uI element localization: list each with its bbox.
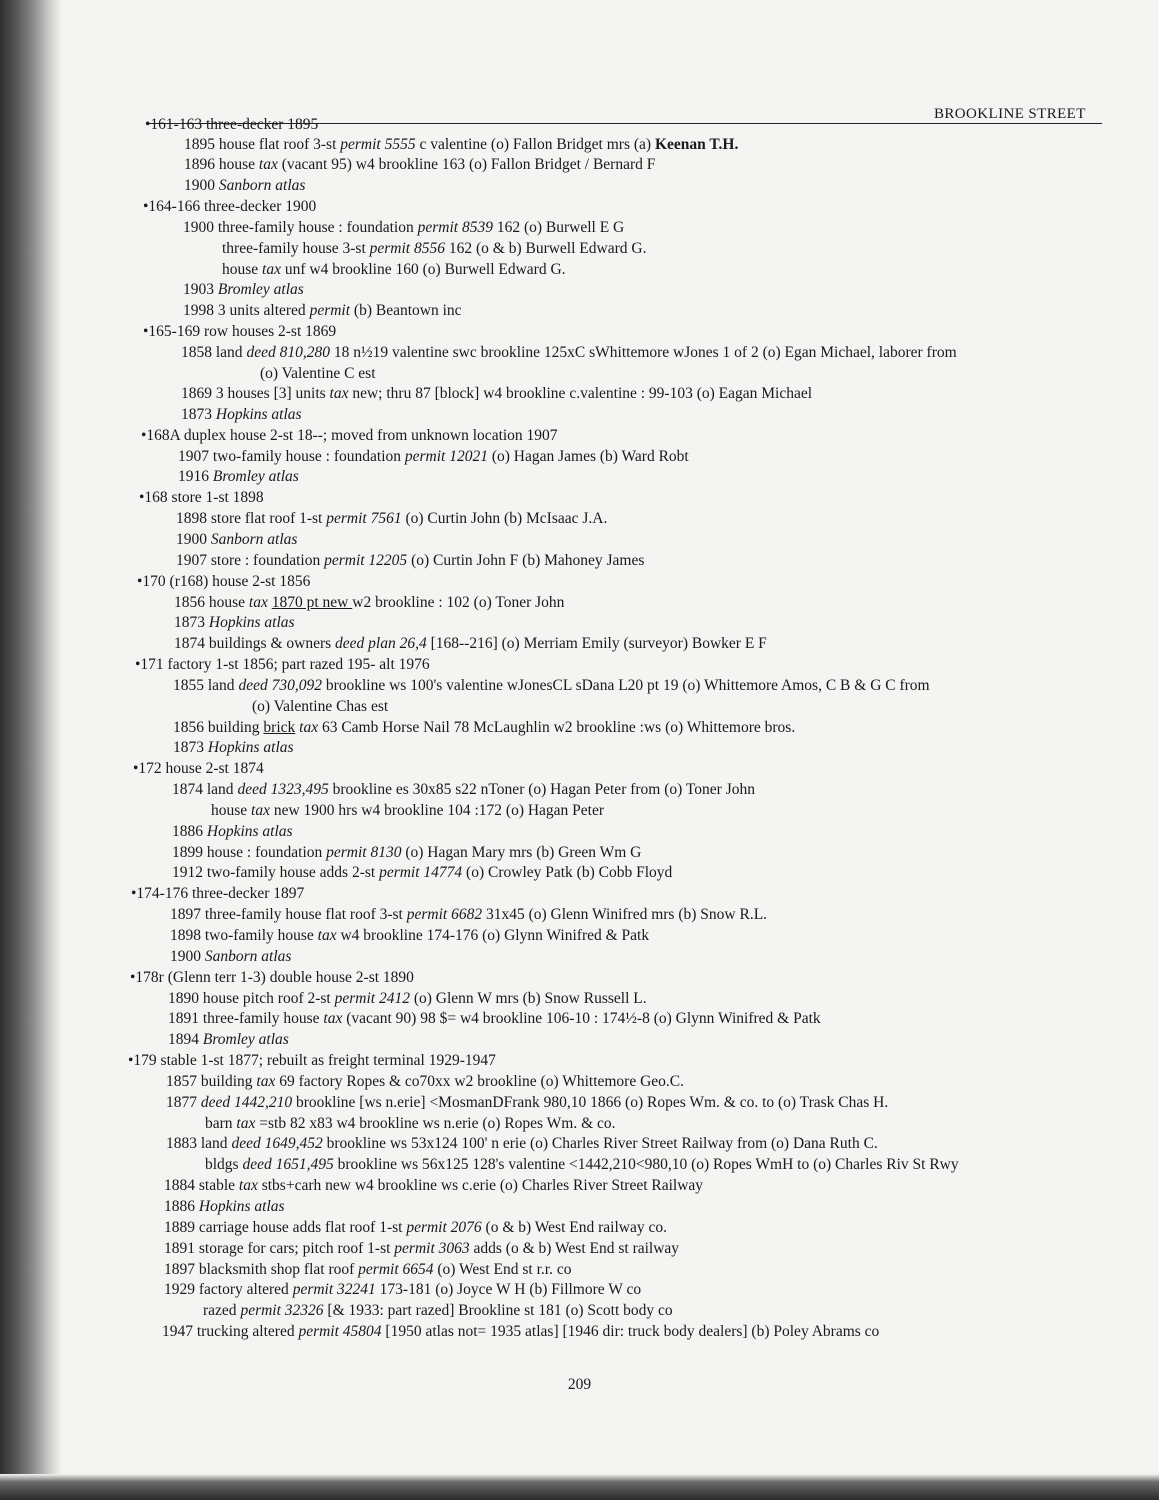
record-line xyxy=(178,468,299,486)
record-source: tax xyxy=(329,385,349,402)
record-text: stbs+carh new w4 brookline ws c.erie (o) Charles River Street Railway xyxy=(257,1177,704,1194)
record-source: Bromley atlas xyxy=(212,468,299,485)
property-heading xyxy=(135,656,430,674)
record-source: permit 12205 xyxy=(324,552,408,569)
record-text: 1855 land xyxy=(173,677,239,694)
record-source: tax xyxy=(256,1073,276,1090)
record-text: 162 (o & b) Burwell Edward G. xyxy=(444,240,647,257)
record-text: [1950 atlas not= 1935 atlas] [1946 dir: truck body dealers] (b) Poley Abrams co xyxy=(381,1323,880,1340)
record-text: •165-169 row houses 2-st 1869 xyxy=(143,323,337,340)
record-source: permit 14774 xyxy=(379,864,463,881)
record-line xyxy=(183,219,624,237)
record-line xyxy=(183,302,462,320)
record-line xyxy=(184,177,305,195)
record-text: 1916 xyxy=(178,468,213,485)
record-text: 1886 xyxy=(164,1198,199,1215)
record-line xyxy=(172,823,293,841)
record-text: 1891 three-family house xyxy=(168,1010,324,1027)
record-source: permit 8556 xyxy=(369,240,445,257)
record-text: (vacant 95) w4 brookline 163 (o) Fallon Bridget / Bernard F xyxy=(277,156,656,173)
record-source: Hopkins atlas xyxy=(198,1198,285,1215)
record-line xyxy=(205,1156,959,1174)
record-text: brick xyxy=(263,719,296,736)
record-source: Sanborn atlas xyxy=(204,948,292,965)
record-text: 1896 house xyxy=(184,156,259,173)
record-line xyxy=(166,1094,888,1112)
record-source: permit 6654 xyxy=(358,1261,434,1278)
record-text: 1929 factory altered xyxy=(164,1281,293,1298)
record-source: permit 8130 xyxy=(326,844,402,861)
record-line xyxy=(181,385,812,403)
record-line xyxy=(164,1240,679,1258)
record-text: 1947 trucking altered xyxy=(162,1323,299,1340)
record-text: 18 n½19 valentine swc brookline 125xC sWhittemore wJones 1 of 2 (o) Egan Michael, laborer from xyxy=(329,344,957,361)
record-text: 1873 xyxy=(173,739,208,756)
record-text: •171 factory 1-st 1856; part razed 195- alt 1976 xyxy=(135,656,430,673)
record-text: (o) Valentine Chas est xyxy=(252,698,389,715)
record-source: Bromley atlas xyxy=(217,281,304,298)
record-text: 1912 two-family house adds 2-st xyxy=(172,864,380,881)
record-text: 1897 three-family house flat roof 3-st xyxy=(170,906,407,923)
record-text: 173-181 (o) Joyce W H (b) Fillmore W co xyxy=(375,1281,642,1298)
record-line xyxy=(172,844,641,862)
record-source: Sanborn atlas xyxy=(210,531,298,548)
record-text: 1889 carriage house adds flat roof 1-st xyxy=(164,1219,407,1236)
record-text: •164-166 three-decker 1900 xyxy=(143,198,317,215)
record-text: 1890 house pitch roof 2-st xyxy=(168,990,335,1007)
record-text: =stb 82 x83 w4 brookline ws n.erie (o) Ropes Wm. & co. xyxy=(255,1115,616,1132)
record-text: 1907 store : foundation xyxy=(176,552,325,569)
record-text: (o) West End st r.r. co xyxy=(433,1261,572,1278)
record-source: tax xyxy=(238,1177,258,1194)
record-text: house xyxy=(222,261,263,278)
record-text: (o) Glenn W mrs (b) Snow Russell L. xyxy=(409,990,647,1007)
record-text: 1897 blacksmith shop flat roof xyxy=(164,1261,359,1278)
record-text: brookline es 30x85 s22 nToner (o) Hagan Peter from (o) Toner John xyxy=(328,781,755,798)
record-line xyxy=(162,1323,879,1341)
record-source: Hopkins atlas xyxy=(206,823,293,840)
record-line xyxy=(252,698,388,716)
property-heading xyxy=(128,1052,496,1070)
record-text: (o) Hagan Mary mrs (b) Green Wm G xyxy=(401,844,642,861)
record-text: Keenan T.H. xyxy=(654,136,739,153)
record-source: Bromley atlas xyxy=(202,1031,289,1048)
record-text: 1857 building xyxy=(166,1073,257,1090)
record-line xyxy=(176,552,644,570)
record-text: (o) Hagan James (b) Ward Robt xyxy=(487,448,689,465)
record-line xyxy=(173,739,294,757)
record-source: Hopkins atlas xyxy=(215,406,302,423)
record-source: deed 810,280 xyxy=(246,344,330,361)
record-text: bldgs xyxy=(205,1156,243,1173)
record-source: deed plan 26,4 xyxy=(335,635,427,652)
record-line xyxy=(168,1031,289,1049)
record-source: permit 5555 xyxy=(340,136,416,153)
record-text: (o) Curtin John (b) McIsaac J.A. xyxy=(401,510,608,527)
record-line xyxy=(176,531,297,549)
record-text: •178r (Glenn terr 1-3) double house 2-st 1890 xyxy=(130,969,414,986)
record-text: 1877 xyxy=(166,1094,201,1111)
record-line xyxy=(170,927,649,945)
record-source: deed 1323,495 xyxy=(237,781,329,798)
record-line xyxy=(164,1177,703,1195)
record-text: (o) Curtin John F (b) Mahoney James xyxy=(407,552,645,569)
record-text: 1898 two-family house xyxy=(170,927,318,944)
record-line xyxy=(166,1135,878,1153)
record-source: permit 32241 xyxy=(292,1281,376,1298)
record-text: (o) Crowley Patk (b) Cobb Floyd xyxy=(462,864,673,881)
record-source: tax xyxy=(262,261,281,278)
record-text: [168--216] (o) Merriam Emily (surveyor) Bowker E F xyxy=(426,635,767,652)
record-source: permit 6682 xyxy=(406,906,483,923)
record-text: 1900 xyxy=(184,177,219,194)
record-text: 1883 land xyxy=(166,1135,232,1152)
record-text: 1900 xyxy=(176,531,211,548)
record-text: 1891 storage for cars; pitch roof 1-st xyxy=(164,1240,395,1257)
record-text: 1874 buildings & owners xyxy=(174,635,336,652)
record-text: 1856 building xyxy=(173,719,264,736)
record-text: c valentine (o) Fallon Bridget mrs (a) xyxy=(415,136,655,153)
property-heading xyxy=(143,323,336,341)
record-source: tax xyxy=(299,719,319,736)
record-line xyxy=(164,1219,667,1237)
record-line xyxy=(172,781,755,799)
record-source: permit 2412 xyxy=(334,990,410,1007)
record-text: 1894 xyxy=(168,1031,203,1048)
record-text: brookline [ws n.erie] <MosmanDFrank 980,10 1866 (o) Ropes Wm. & co. to (o) Trask Chas H. xyxy=(292,1094,889,1111)
record-line xyxy=(205,1115,616,1133)
record-line xyxy=(170,948,291,966)
record-line xyxy=(211,802,604,820)
record-source: tax xyxy=(236,1115,256,1132)
record-source: deed 730,092 xyxy=(238,677,322,694)
record-line xyxy=(183,281,304,299)
record-text: 1884 stable xyxy=(164,1177,239,1194)
record-source: Sanborn atlas xyxy=(218,177,306,194)
record-text: •179 stable 1-st 1877; rebuilt as freight terminal 1929-1947 xyxy=(128,1052,496,1069)
record-source: permit 2076 xyxy=(406,1219,482,1236)
record-text: 1998 3 units altered xyxy=(183,302,310,319)
record-line xyxy=(164,1261,571,1279)
record-text: 1895 house flat roof 3-st xyxy=(184,136,341,153)
record-line xyxy=(168,1010,821,1028)
record-line xyxy=(222,261,566,279)
record-line xyxy=(173,719,795,737)
record-text: house xyxy=(211,802,252,819)
record-text: brookline ws 100's valentine wJonesCL sDana L20 pt 19 (o) Whittemore Amos, C B & G C from xyxy=(321,677,930,694)
record-line xyxy=(178,448,689,466)
record-text: 1899 house : foundation xyxy=(172,844,327,861)
record-line xyxy=(184,156,655,174)
record-source: deed 1651,495 xyxy=(242,1156,334,1173)
record-text: 1873 xyxy=(181,406,216,423)
record-line xyxy=(172,864,672,882)
property-heading xyxy=(137,573,310,591)
record-text: •161-163 three-decker 1895 xyxy=(145,116,319,133)
property-heading xyxy=(145,116,318,134)
record-line xyxy=(184,136,738,154)
record-line xyxy=(173,677,930,695)
record-source: tax xyxy=(248,594,268,611)
record-text: •170 (r168) house 2-st 1856 xyxy=(137,573,311,590)
record-text: 1858 land xyxy=(181,344,247,361)
record-text: 162 (o) Burwell E G xyxy=(492,219,625,236)
record-source: tax xyxy=(251,802,270,819)
record-text: 1907 two-family house : foundation xyxy=(178,448,405,465)
record-source: deed 1649,452 xyxy=(231,1135,323,1152)
record-text: adds (o & b) West End st railway xyxy=(469,1240,680,1257)
record-source: permit 7561 xyxy=(326,510,402,527)
property-heading xyxy=(130,969,414,987)
record-text: •172 house 2-st 1874 xyxy=(133,760,264,777)
record-text: barn xyxy=(205,1115,237,1132)
record-source: permit 45804 xyxy=(298,1323,382,1340)
record-source: permit 32326 xyxy=(240,1302,324,1319)
property-heading xyxy=(139,489,264,507)
property-heading xyxy=(143,198,316,216)
record-text: 69 factory Ropes & co70xx w2 brookline (o) Whittemore Geo.C. xyxy=(275,1073,685,1090)
record-source: Hopkins atlas xyxy=(207,739,294,756)
property-heading xyxy=(131,885,304,903)
record-text: new; thru 87 [block] w4 brookline c.valentine : 99-103 (o) Eagan Michael xyxy=(348,385,813,402)
record-line xyxy=(170,906,767,924)
record-source: permit 12021 xyxy=(404,448,488,465)
running-head: BROOKLINE STREET xyxy=(934,106,1086,122)
record-line xyxy=(168,990,647,1008)
record-text: •168A duplex house 2-st 18--; moved from unknown location 1907 xyxy=(141,427,558,444)
record-text: 1873 xyxy=(174,614,209,631)
property-heading xyxy=(141,427,558,445)
record-text: 1886 xyxy=(172,823,207,840)
record-text: (vacant 90) 98 $= w4 brookline 106-10 : 174½-8 (o) Glynn Winifred & Patk xyxy=(342,1010,821,1027)
record-line xyxy=(260,365,376,383)
record-text: [& 1933: part razed] Brookline st 181 (o) Scott body co xyxy=(323,1302,673,1319)
record-text: 1903 xyxy=(183,281,218,298)
record-text: unf w4 brookline 160 (o) Burwell Edward G. xyxy=(280,261,566,278)
record-line xyxy=(174,594,564,612)
record-line xyxy=(164,1198,285,1216)
record-text: new 1900 hrs w4 brookline 104 :172 (o) Hagan Peter xyxy=(269,802,605,819)
record-text: 1898 store flat roof 1-st xyxy=(176,510,327,527)
record-text: razed xyxy=(203,1302,241,1319)
page-number: 209 xyxy=(567,1376,592,1393)
record-text: three-family house 3-st xyxy=(222,240,370,257)
record-text: •168 store 1-st 1898 xyxy=(139,489,264,506)
record-text: 1874 land xyxy=(172,781,238,798)
record-source: tax xyxy=(323,1010,343,1027)
record-text: •174-176 three-decker 1897 xyxy=(131,885,305,902)
record-text: w4 brookline 174-176 (o) Glynn Winifred & Patk xyxy=(336,927,650,944)
record-line xyxy=(166,1073,684,1091)
record-text: w2 brookline : 102 (o) Toner John xyxy=(352,594,565,611)
record-text: 1870 pt new xyxy=(271,594,353,611)
record-text: 1869 3 houses [3] units xyxy=(181,385,330,402)
record-text: 1900 xyxy=(170,948,205,965)
record-source: permit 8539 xyxy=(417,219,493,236)
record-line xyxy=(181,344,957,362)
record-source: deed 1442,210 xyxy=(200,1094,293,1111)
record-text: 31x45 (o) Glenn Winifred mrs (b) Snow R.L. xyxy=(482,906,768,923)
record-text: (o & b) West End railway co. xyxy=(481,1219,667,1236)
record-source: tax xyxy=(258,156,278,173)
record-line xyxy=(222,240,646,258)
record-line xyxy=(176,510,607,528)
record-text: (o) Valentine C est xyxy=(260,365,376,382)
record-line xyxy=(164,1281,641,1299)
record-source: permit xyxy=(309,302,351,319)
record-text: (b) Beantown inc xyxy=(350,302,462,319)
record-text: 1856 house xyxy=(174,594,249,611)
record-source: Hopkins atlas xyxy=(208,614,295,631)
record-text: 1900 three-family house : foundation xyxy=(183,219,418,236)
record-source: tax xyxy=(317,927,337,944)
property-heading xyxy=(133,760,264,778)
record-text: brookline ws 56x125 128's valentine <1442,210<980,10 (o) Ropes WmH to (o) Charles Riv St Rwy xyxy=(333,1156,959,1173)
record-text: brookline ws 53x124 100' n erie (o) Charles River Street Railway from (o) Dana Ruth C. xyxy=(322,1135,878,1152)
record-line xyxy=(181,406,302,424)
record-line xyxy=(174,635,767,653)
record-source: permit 3063 xyxy=(394,1240,470,1257)
record-line xyxy=(203,1302,673,1320)
record-text: 63 Camb Horse Nail 78 McLaughlin w2 brookline :ws (o) Whittemore bros. xyxy=(318,719,796,736)
record-line xyxy=(174,614,295,632)
